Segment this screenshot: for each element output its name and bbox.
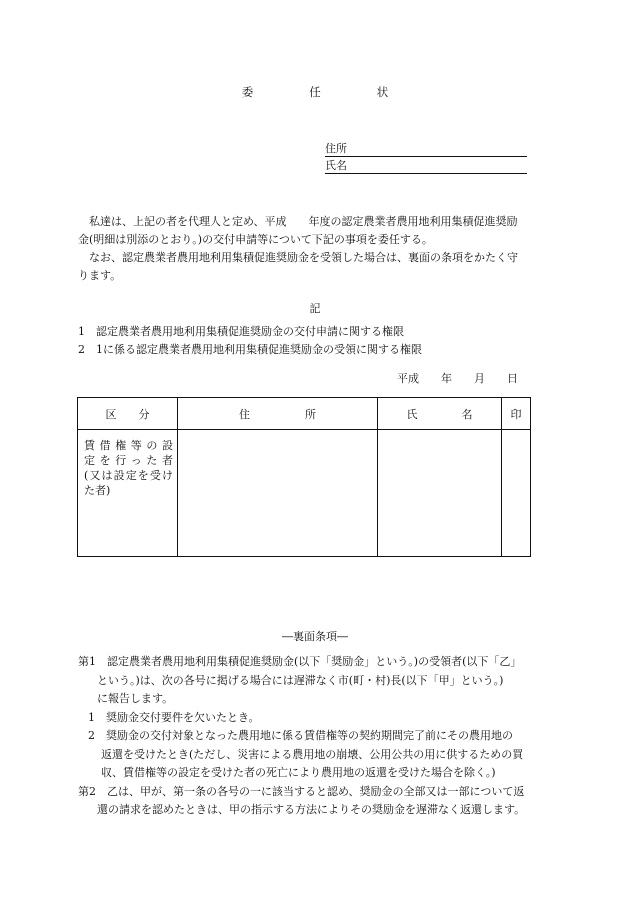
article-2-line: 第2 乙は、甲が、第一条の各号の一に該当すると認め、奨励金の全部又は一部について返 <box>78 784 525 798</box>
sub-item-line: 返還を受けたとき(ただし、災害による農用地の崩壊、公用公共の用に供するための買 <box>101 747 524 761</box>
header-name: 氏 名 <box>378 398 502 430</box>
article-line: 第1 認定農業者農用地利用集積促進奨励金(以下「奨励金」という。)の受領者(以下「乙」 <box>78 655 522 668</box>
header-seal: 印 <box>502 398 531 430</box>
address-label: 住所 <box>325 142 347 155</box>
body-line: 金(明細は別添のとおり。)の交付申請等について下記の事項を委任する。 <box>78 233 433 246</box>
ki-heading: 記 <box>309 302 321 315</box>
address-field[interactable] <box>325 141 527 157</box>
category-line: 賃借権等の設 <box>84 439 173 452</box>
table-row <box>78 430 531 557</box>
date-line: 平成 年 月 日 <box>397 372 518 385</box>
article-1 <box>78 653 556 820</box>
back-terms-heading: ―裏面条項― <box>282 630 348 643</box>
article-2-line: 還の請求を認めたときは、甲の指示する方法によりその奨励金を遅滞なく返還します。 <box>97 803 526 816</box>
seal-cell[interactable] <box>502 430 531 557</box>
body-line: ります。 <box>78 269 122 282</box>
category-cell <box>78 430 178 557</box>
category-line: 定を行った者 <box>84 454 173 467</box>
title-char: 任 <box>309 85 321 99</box>
title-char: 委 <box>241 85 254 99</box>
sub-item: 2 奨励金の交付対象となった農用地に係る賃借権等の契約期間完了前にその農用地の <box>88 729 513 742</box>
title-char: 状 <box>376 85 389 99</box>
name-label: 氏名 <box>325 159 347 172</box>
body-line: なお、認定農業者農用地利用集積促進奨励金を受領した場合は、裏面の条項をかたく守 <box>89 251 518 264</box>
category-line: た者) <box>84 484 111 497</box>
mandate-item: 1 認定農業者農用地利用集積促進奨励金の交付申請に関する権限 <box>78 325 404 338</box>
mandate-item: 2 1に係る認定農業者農用地利用集積促進奨励金の受領に関する権限 <box>78 343 422 356</box>
article-line: に報告します。 <box>97 692 174 705</box>
header-address: 住 所 <box>178 398 378 430</box>
body-line: 私達は、上記の者を代理人と定め、平成 年度の認定農業者農用地利用集積促進奨励 <box>89 215 518 228</box>
category-line: (又は設定を受け <box>84 469 173 482</box>
document-title <box>0 84 630 100</box>
sub-item: 1 奨励金交付要件を欠いたとき。 <box>88 710 260 724</box>
name-field[interactable] <box>325 158 527 174</box>
header-category: 区 分 <box>78 398 178 430</box>
name-cell[interactable] <box>378 430 502 557</box>
address-cell[interactable] <box>178 430 378 557</box>
article-line: という。)は、次の各号に掲げる場合には遅滞なく市(町・村)長(以下「甲」という。) <box>97 673 504 687</box>
delegator-table <box>77 397 531 557</box>
sub-item-line: 収、賃借権等の設定を受けた者の死亡により農用地の返還を受けた場合を除く。) <box>101 766 496 779</box>
body-paragraph <box>78 213 552 285</box>
